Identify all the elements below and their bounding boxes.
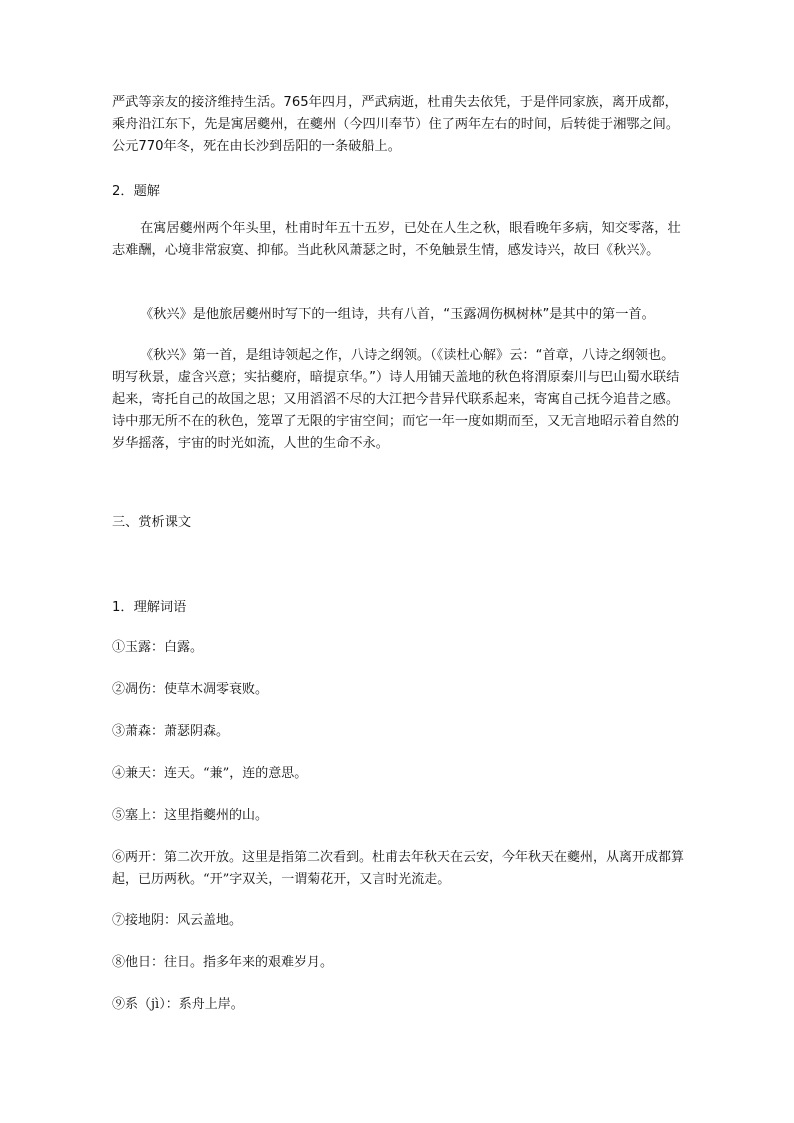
vocab-item: ④兼天：连天。“兼”，连的意思。 — [112, 766, 308, 781]
vocab-item: ⑧他日：往日。指多年来的艰难岁月。 — [112, 955, 334, 970]
vocab-item: ⑦接地阴：风云盖地。 — [112, 913, 243, 928]
vocab-item: ②凋伤：使草木凋零衰败。 — [112, 682, 269, 697]
vocab-item: ①玉露：白露。 — [112, 640, 204, 655]
vocab-item: ⑤塞上：这里指夔州的山。 — [112, 808, 269, 823]
section-2-heading: 2．题解 — [112, 184, 160, 199]
vocab-item: ③萧森：萧瑟阴森。 — [112, 724, 230, 739]
vocab-item: ⑥两开：第二次开放。这里是指第二次看到。杜甫去年秋天在云安，今年秋天在夔州，从离开成都算起，已历两秋。“开”字双关，一谓菊花开，又言时光流走。 — [112, 850, 685, 887]
part-3-heading: 三、赏析课文 — [112, 515, 192, 530]
vocab-section-heading: 1．理解词语 — [112, 600, 187, 615]
vocab-item: ⑨系（jì）：系舟上岸。 — [112, 997, 244, 1012]
intro-paragraph: 严武等亲友的接济维持生活。765年四月，严武病逝，杜甫失去依凭，于是伴同家族，离开成都，乘舟沿江东下，先是寓居夔州，在夔州（今四川奉节）住了两年左右的时间，后转徙于湘鄂之间。公元770年冬，死在由长沙到岳阳的一条破船上。 — [112, 95, 680, 154]
tijie-paragraph-1: 在寓居夔州两个年头里，杜甫时年五十五岁，已处在人生之秋，眼看晚年多病，知交零落，壮志难酬，心境非常寂寞、抑郁。当此秋风萧瑟之时，不免触景生情，感发诗兴，故曰《秋兴》。 — [112, 221, 681, 258]
tijie-paragraph-3: 《秋兴》第一首，是组诗领起之作，八诗之纲领。（《读杜心解》云：“首章，八诗之纲领也。明写秋景，虚含兴意；实拈夔府，暗提京华。”）诗人用铺天盖地的秋色将渭原秦川与巴山蜀水联结起来，寄托自己的故国之思；又用滔滔不尽的大江把今昔异代联系起来，寄寓自己抚今追昔之感。诗中那无所不在的秋色，笼罩了无限的宇宙空间；而它一年一度如期而至，又无言地昭示着自然的岁华摇落，宇宙的时光如流，人世的生命不永。 — [112, 348, 680, 451]
tijie-paragraph-2: 《秋兴》是他旅居夔州时写下的一组诗，共有八首，“玉露凋伤枫树林”是其中的第一首。 — [140, 307, 655, 322]
